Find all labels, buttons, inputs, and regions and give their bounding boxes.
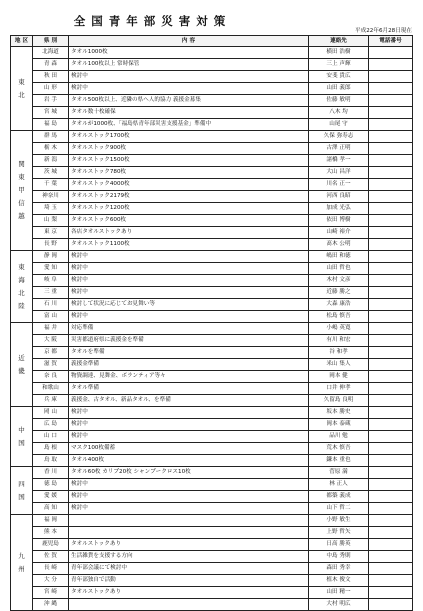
contact-cell: 大村 明広	[309, 599, 369, 611]
content-cell: タオル100枚以上 常時保管	[69, 59, 309, 71]
phone-cell	[369, 107, 413, 119]
prefecture-cell: 栃 木	[33, 143, 69, 155]
phone-cell	[369, 599, 413, 611]
prefecture-cell: 埼 玉	[33, 203, 69, 215]
prefecture-cell: 長 崎	[33, 563, 69, 575]
region-char: 越	[18, 212, 25, 220]
region-char: 海	[18, 275, 25, 284]
phone-cell	[369, 251, 413, 263]
table-row	[11, 47, 413, 59]
prefecture-cell: 長 野	[33, 239, 69, 251]
region-cell	[11, 251, 33, 323]
table-row	[11, 119, 413, 131]
prefecture-cell: 島 根	[33, 443, 69, 455]
table-row	[11, 227, 413, 239]
phone-cell	[369, 371, 413, 383]
prefecture-cell: 山 口	[33, 431, 69, 443]
as-of-date: 平成22年6月28日現在	[355, 28, 412, 34]
region-char: 東	[18, 262, 25, 271]
prefecture-cell: 奈 良	[33, 371, 69, 383]
phone-cell	[369, 395, 413, 407]
contact-cell: 米山 集人	[309, 359, 369, 371]
region-char: 国	[18, 438, 25, 447]
content-cell	[69, 515, 309, 527]
region-char: 畿	[18, 366, 25, 375]
prefecture-cell: 兵 庫	[33, 395, 69, 407]
contact-cell: 中島 秀則	[309, 551, 369, 563]
table-row	[11, 539, 413, 551]
prefecture-cell: 宮 城	[33, 107, 69, 119]
table-row	[11, 287, 413, 299]
table-row	[11, 479, 413, 491]
contact-cell: 久留島 良明	[309, 395, 369, 407]
content-cell: タオルストックあり	[69, 587, 309, 599]
table-row	[11, 335, 413, 347]
table-row	[11, 467, 413, 479]
region-char: 四	[18, 479, 25, 488]
prefecture-cell: 三 重	[33, 287, 69, 299]
contact-cell: 上野 哲矢	[309, 527, 369, 539]
content-cell: 検討中	[69, 491, 309, 503]
phone-cell	[369, 515, 413, 527]
phone-cell	[369, 491, 413, 503]
content-cell: 義援金準備	[69, 359, 309, 371]
region-cell	[11, 131, 33, 251]
table-row	[11, 407, 413, 419]
phone-cell	[369, 203, 413, 215]
contact-cell: 川名 正一	[309, 179, 369, 191]
content-cell: 義援金、古タオル、新品タオル、を準備	[69, 395, 309, 407]
prefecture-cell: 愛 知	[33, 263, 69, 275]
phone-cell	[369, 227, 413, 239]
contact-cell: 鎌本 重也	[309, 455, 369, 467]
contact-cell: 林 正人	[309, 479, 369, 491]
table-row	[11, 455, 413, 467]
region-char: 中	[18, 425, 25, 434]
contact-cell: 古澤 正明	[309, 143, 369, 155]
phone-cell	[369, 323, 413, 335]
content-cell: タオルストック600枚	[69, 215, 309, 227]
content-cell: タオルが1000枚、「福島県青年部災害支援基金」準備中	[69, 119, 309, 131]
content-cell	[69, 599, 309, 611]
contact-cell: 小野 敏生	[309, 515, 369, 527]
table-row	[11, 515, 413, 527]
prefecture-cell: 大 分	[33, 575, 69, 587]
contact-cell: 木村 文彦	[309, 275, 369, 287]
contact-cell: 谷 和孝	[309, 347, 369, 359]
phone-cell	[369, 551, 413, 563]
content-cell: 検討して状況に応じてお見舞い等	[69, 299, 309, 311]
contact-cell: 松島 慎吾	[309, 311, 369, 323]
content-cell: タオルを準備	[69, 347, 309, 359]
prefecture-cell: 大 阪	[33, 335, 69, 347]
table-row	[11, 299, 413, 311]
header-prefecture: 県 別	[33, 36, 69, 47]
table-row	[11, 239, 413, 251]
table-row	[11, 575, 413, 587]
contact-cell: 三上 声輝	[309, 59, 369, 71]
region-char: 信	[18, 199, 25, 207]
phone-cell	[369, 59, 413, 71]
table-row	[11, 551, 413, 563]
prefecture-cell: 徳 島	[33, 479, 69, 491]
contact-cell: 品川 勉	[309, 431, 369, 443]
region-char: 関	[18, 160, 25, 168]
prefecture-cell: 石 川	[33, 299, 69, 311]
region-cell	[11, 407, 33, 467]
content-cell: 対応準備	[69, 323, 309, 335]
content-cell: タオル60枚 カリプ20枚 シャンプークロス10枚	[69, 467, 309, 479]
contact-cell: 河西 良昭	[309, 191, 369, 203]
region-cell	[11, 47, 33, 131]
contact-cell: 大山 昌洋	[309, 167, 369, 179]
table-row	[11, 323, 413, 335]
content-cell: タオルストック1700枚	[69, 131, 309, 143]
contact-cell: 森田 秀幸	[309, 563, 369, 575]
phone-cell	[369, 263, 413, 275]
phone-cell	[369, 179, 413, 191]
prefecture-cell: 和歌山	[33, 383, 69, 395]
table-row	[11, 95, 413, 107]
phone-cell	[369, 455, 413, 467]
phone-cell	[369, 155, 413, 167]
prefecture-cell: 山 形	[33, 83, 69, 95]
table-row	[11, 503, 413, 515]
content-cell: タオル数十枚確保	[69, 107, 309, 119]
prefecture-cell: 鳥 取	[33, 455, 69, 467]
header-region: 地 区	[11, 36, 33, 47]
content-cell: 検討中	[69, 419, 309, 431]
table-header-row	[11, 36, 413, 47]
table-row	[11, 131, 413, 143]
content-cell: タオルストック1500枚	[69, 155, 309, 167]
phone-cell	[369, 527, 413, 539]
table-row	[11, 359, 413, 371]
contact-cell: 横田 浩樹	[309, 47, 369, 59]
content-cell: タオルストックあり	[69, 539, 309, 551]
prefecture-cell: 新 潟	[33, 155, 69, 167]
contact-cell: 近藤 勝之	[309, 287, 369, 299]
contact-cell: 菅原 満	[309, 467, 369, 479]
prefecture-cell: 高 知	[33, 503, 69, 515]
prefecture-cell: 群 馬	[33, 131, 69, 143]
contact-cell: 山田 哲也	[309, 263, 369, 275]
content-cell: 検討中	[69, 287, 309, 299]
phone-cell	[369, 191, 413, 203]
table-row	[11, 371, 413, 383]
phone-cell	[369, 95, 413, 107]
table-row	[11, 563, 413, 575]
table-row	[11, 143, 413, 155]
table-row	[11, 59, 413, 71]
contact-cell: 岡本 健	[309, 371, 369, 383]
prefecture-cell: 東 京	[33, 227, 69, 239]
prefecture-cell: 北海道	[33, 47, 69, 59]
prefecture-cell: 鹿児島	[33, 539, 69, 551]
prefecture-cell: 神奈川	[33, 191, 69, 203]
contact-cell: 山田 精一	[309, 587, 369, 599]
table-row	[11, 251, 413, 263]
contact-cell: 都築 義成	[309, 491, 369, 503]
prefecture-cell: 静 岡	[33, 251, 69, 263]
phone-cell	[369, 479, 413, 491]
contact-cell: 日高 勝英	[309, 539, 369, 551]
prefecture-cell: 岐 阜	[33, 275, 69, 287]
content-cell: タオル500枚以上、近隣の県へ人的協力 義援金募集	[69, 95, 309, 107]
phone-cell	[369, 131, 413, 143]
content-cell: 検討中	[69, 311, 309, 323]
phone-cell	[369, 467, 413, 479]
table-row	[11, 311, 413, 323]
prefecture-cell: 滋 賀	[33, 359, 69, 371]
region-cell	[11, 515, 33, 611]
table-row	[11, 395, 413, 407]
content-cell: タオルストック780枚	[69, 167, 309, 179]
prefecture-cell: 福 井	[33, 323, 69, 335]
table-row	[11, 215, 413, 227]
table-row	[11, 107, 413, 119]
prefecture-cell: 富 山	[33, 311, 69, 323]
phone-cell	[369, 563, 413, 575]
table-row	[11, 383, 413, 395]
contact-cell: 八木 均	[309, 107, 369, 119]
phone-cell	[369, 71, 413, 83]
contact-cell: 安斐 貴広	[309, 71, 369, 83]
phone-cell	[369, 575, 413, 587]
prefecture-cell: 福 島	[33, 119, 69, 131]
phone-cell	[369, 119, 413, 131]
content-cell: 検討中	[69, 251, 309, 263]
region-char: 北	[18, 90, 25, 99]
prefecture-cell: 茨 城	[33, 167, 69, 179]
content-cell: 物資調達、見舞金、ボランティア等々	[69, 371, 309, 383]
prefecture-cell: 秋 田	[33, 71, 69, 83]
phone-cell	[369, 311, 413, 323]
contact-cell: 大森 康浩	[309, 299, 369, 311]
prefecture-cell: 青 森	[33, 59, 69, 71]
content-cell: 青年部独自で活動	[69, 575, 309, 587]
phone-cell	[369, 383, 413, 395]
contact-cell: 諸橋 孝一	[309, 155, 369, 167]
table-row	[11, 263, 413, 275]
table-row	[11, 431, 413, 443]
page-title: 全 国 青 年 部 災 害 対 策	[73, 14, 227, 28]
content-cell: 検討中	[69, 479, 309, 491]
header-phone: 電話番号	[369, 36, 413, 47]
content-cell: タオルストック2179枚	[69, 191, 309, 203]
phone-cell	[369, 287, 413, 299]
content-cell: タオル1000枚	[69, 47, 309, 59]
content-cell: タオルストック900枚	[69, 143, 309, 155]
phone-cell	[369, 539, 413, 551]
phone-cell	[369, 419, 413, 431]
table-row	[11, 191, 413, 203]
content-cell: タオルストック1100枚	[69, 239, 309, 251]
table-row	[11, 167, 413, 179]
phone-cell	[369, 443, 413, 455]
prefecture-cell: 広 島	[33, 419, 69, 431]
contact-cell: 依田 博樹	[309, 215, 369, 227]
phone-cell	[369, 587, 413, 599]
header-content: 内 容	[69, 36, 309, 47]
prefecture-cell: 愛 媛	[33, 491, 69, 503]
content-cell: タオルストック4000枚	[69, 179, 309, 191]
content-cell: タオルストック1200枚	[69, 203, 309, 215]
content-cell: 検討中	[69, 71, 309, 83]
content-cell: 検討中	[69, 275, 309, 287]
content-cell: 検討中	[69, 407, 309, 419]
region-char: 東	[18, 173, 25, 181]
contact-cell: 植木 俊文	[309, 575, 369, 587]
contact-cell: 久保 弥寿志	[309, 131, 369, 143]
phone-cell	[369, 239, 413, 251]
prefecture-cell: 宮 崎	[33, 587, 69, 599]
table-row	[11, 491, 413, 503]
content-cell	[69, 527, 309, 539]
region-char: 九	[18, 551, 25, 560]
region-char: 東	[18, 77, 25, 86]
prefecture-cell: 岡 山	[33, 407, 69, 419]
prefecture-cell: 佐 賀	[33, 551, 69, 563]
header-contact: 連絡先	[309, 36, 369, 47]
content-cell: 検討中	[69, 263, 309, 275]
content-cell: タオル400枚	[69, 455, 309, 467]
phone-cell	[369, 503, 413, 515]
region-char: 近	[18, 353, 25, 362]
region-cell	[11, 467, 33, 515]
disaster-measures-table	[10, 35, 413, 611]
content-cell: 検討中	[69, 83, 309, 95]
contact-cell: 荒木 慎吾	[309, 443, 369, 455]
content-cell: 検討中	[69, 431, 309, 443]
phone-cell	[369, 167, 413, 179]
prefecture-cell: 岩 手	[33, 95, 69, 107]
table-row	[11, 155, 413, 167]
content-cell: 検討中	[69, 503, 309, 515]
prefecture-cell: 山 梨	[33, 215, 69, 227]
contact-cell: 山下 哲二	[309, 503, 369, 515]
contact-cell: 小嶋 英寛	[309, 323, 369, 335]
table-body	[11, 36, 413, 611]
contact-cell: 嶋田 和徳	[309, 251, 369, 263]
phone-cell	[369, 275, 413, 287]
prefecture-cell: 福 岡	[33, 515, 69, 527]
contact-cell: 坂本 勝史	[309, 407, 369, 419]
content-cell: 災害都道府県に義援金を準備	[69, 335, 309, 347]
table-row	[11, 599, 413, 611]
contact-cell: 山田 義郎	[309, 83, 369, 95]
table-row	[11, 203, 413, 215]
contact-cell: 山崎 裕介	[309, 227, 369, 239]
table-row	[11, 443, 413, 455]
prefecture-cell: 熊 本	[33, 527, 69, 539]
prefecture-cell: 沖 縄	[33, 599, 69, 611]
table-row	[11, 527, 413, 539]
contact-cell: 山尾 守	[309, 119, 369, 131]
prefecture-cell: 京 都	[33, 347, 69, 359]
region-cell	[11, 323, 33, 407]
table-row	[11, 275, 413, 287]
contact-cell: 佐藤 敏明	[309, 95, 369, 107]
content-cell: 各店タオルストックあり	[69, 227, 309, 239]
phone-cell	[369, 359, 413, 371]
content-cell: 生活雑貨を支援する方向	[69, 551, 309, 563]
content-cell: 青年部会議にて検討中	[69, 563, 309, 575]
region-char: 甲	[18, 186, 25, 194]
table-row	[11, 179, 413, 191]
phone-cell	[369, 299, 413, 311]
phone-cell	[369, 335, 413, 347]
phone-cell	[369, 347, 413, 359]
phone-cell	[369, 47, 413, 59]
region-char: 州	[18, 564, 25, 573]
region-char: 国	[18, 492, 25, 501]
contact-cell: 有川 和宏	[309, 335, 369, 347]
phone-cell	[369, 431, 413, 443]
table-row	[11, 347, 413, 359]
phone-cell	[369, 407, 413, 419]
content-cell: マスク100枚備蓄	[69, 443, 309, 455]
contact-cell: 口井 伸孝	[309, 383, 369, 395]
table-row	[11, 419, 413, 431]
phone-cell	[369, 83, 413, 95]
table-row	[11, 71, 413, 83]
phone-cell	[369, 143, 413, 155]
phone-cell	[369, 215, 413, 227]
contact-cell: 髙木 公明	[309, 239, 369, 251]
prefecture-cell: 香 川	[33, 467, 69, 479]
prefecture-cell: 千 葉	[33, 179, 69, 191]
region-char: 陸	[18, 301, 25, 310]
table-row	[11, 587, 413, 599]
table-row	[11, 83, 413, 95]
contact-cell: 岡本 泰蔵	[309, 419, 369, 431]
contact-cell: 加成 光弘	[309, 203, 369, 215]
content-cell: タオル準備	[69, 383, 309, 395]
region-char: 北	[18, 288, 25, 297]
